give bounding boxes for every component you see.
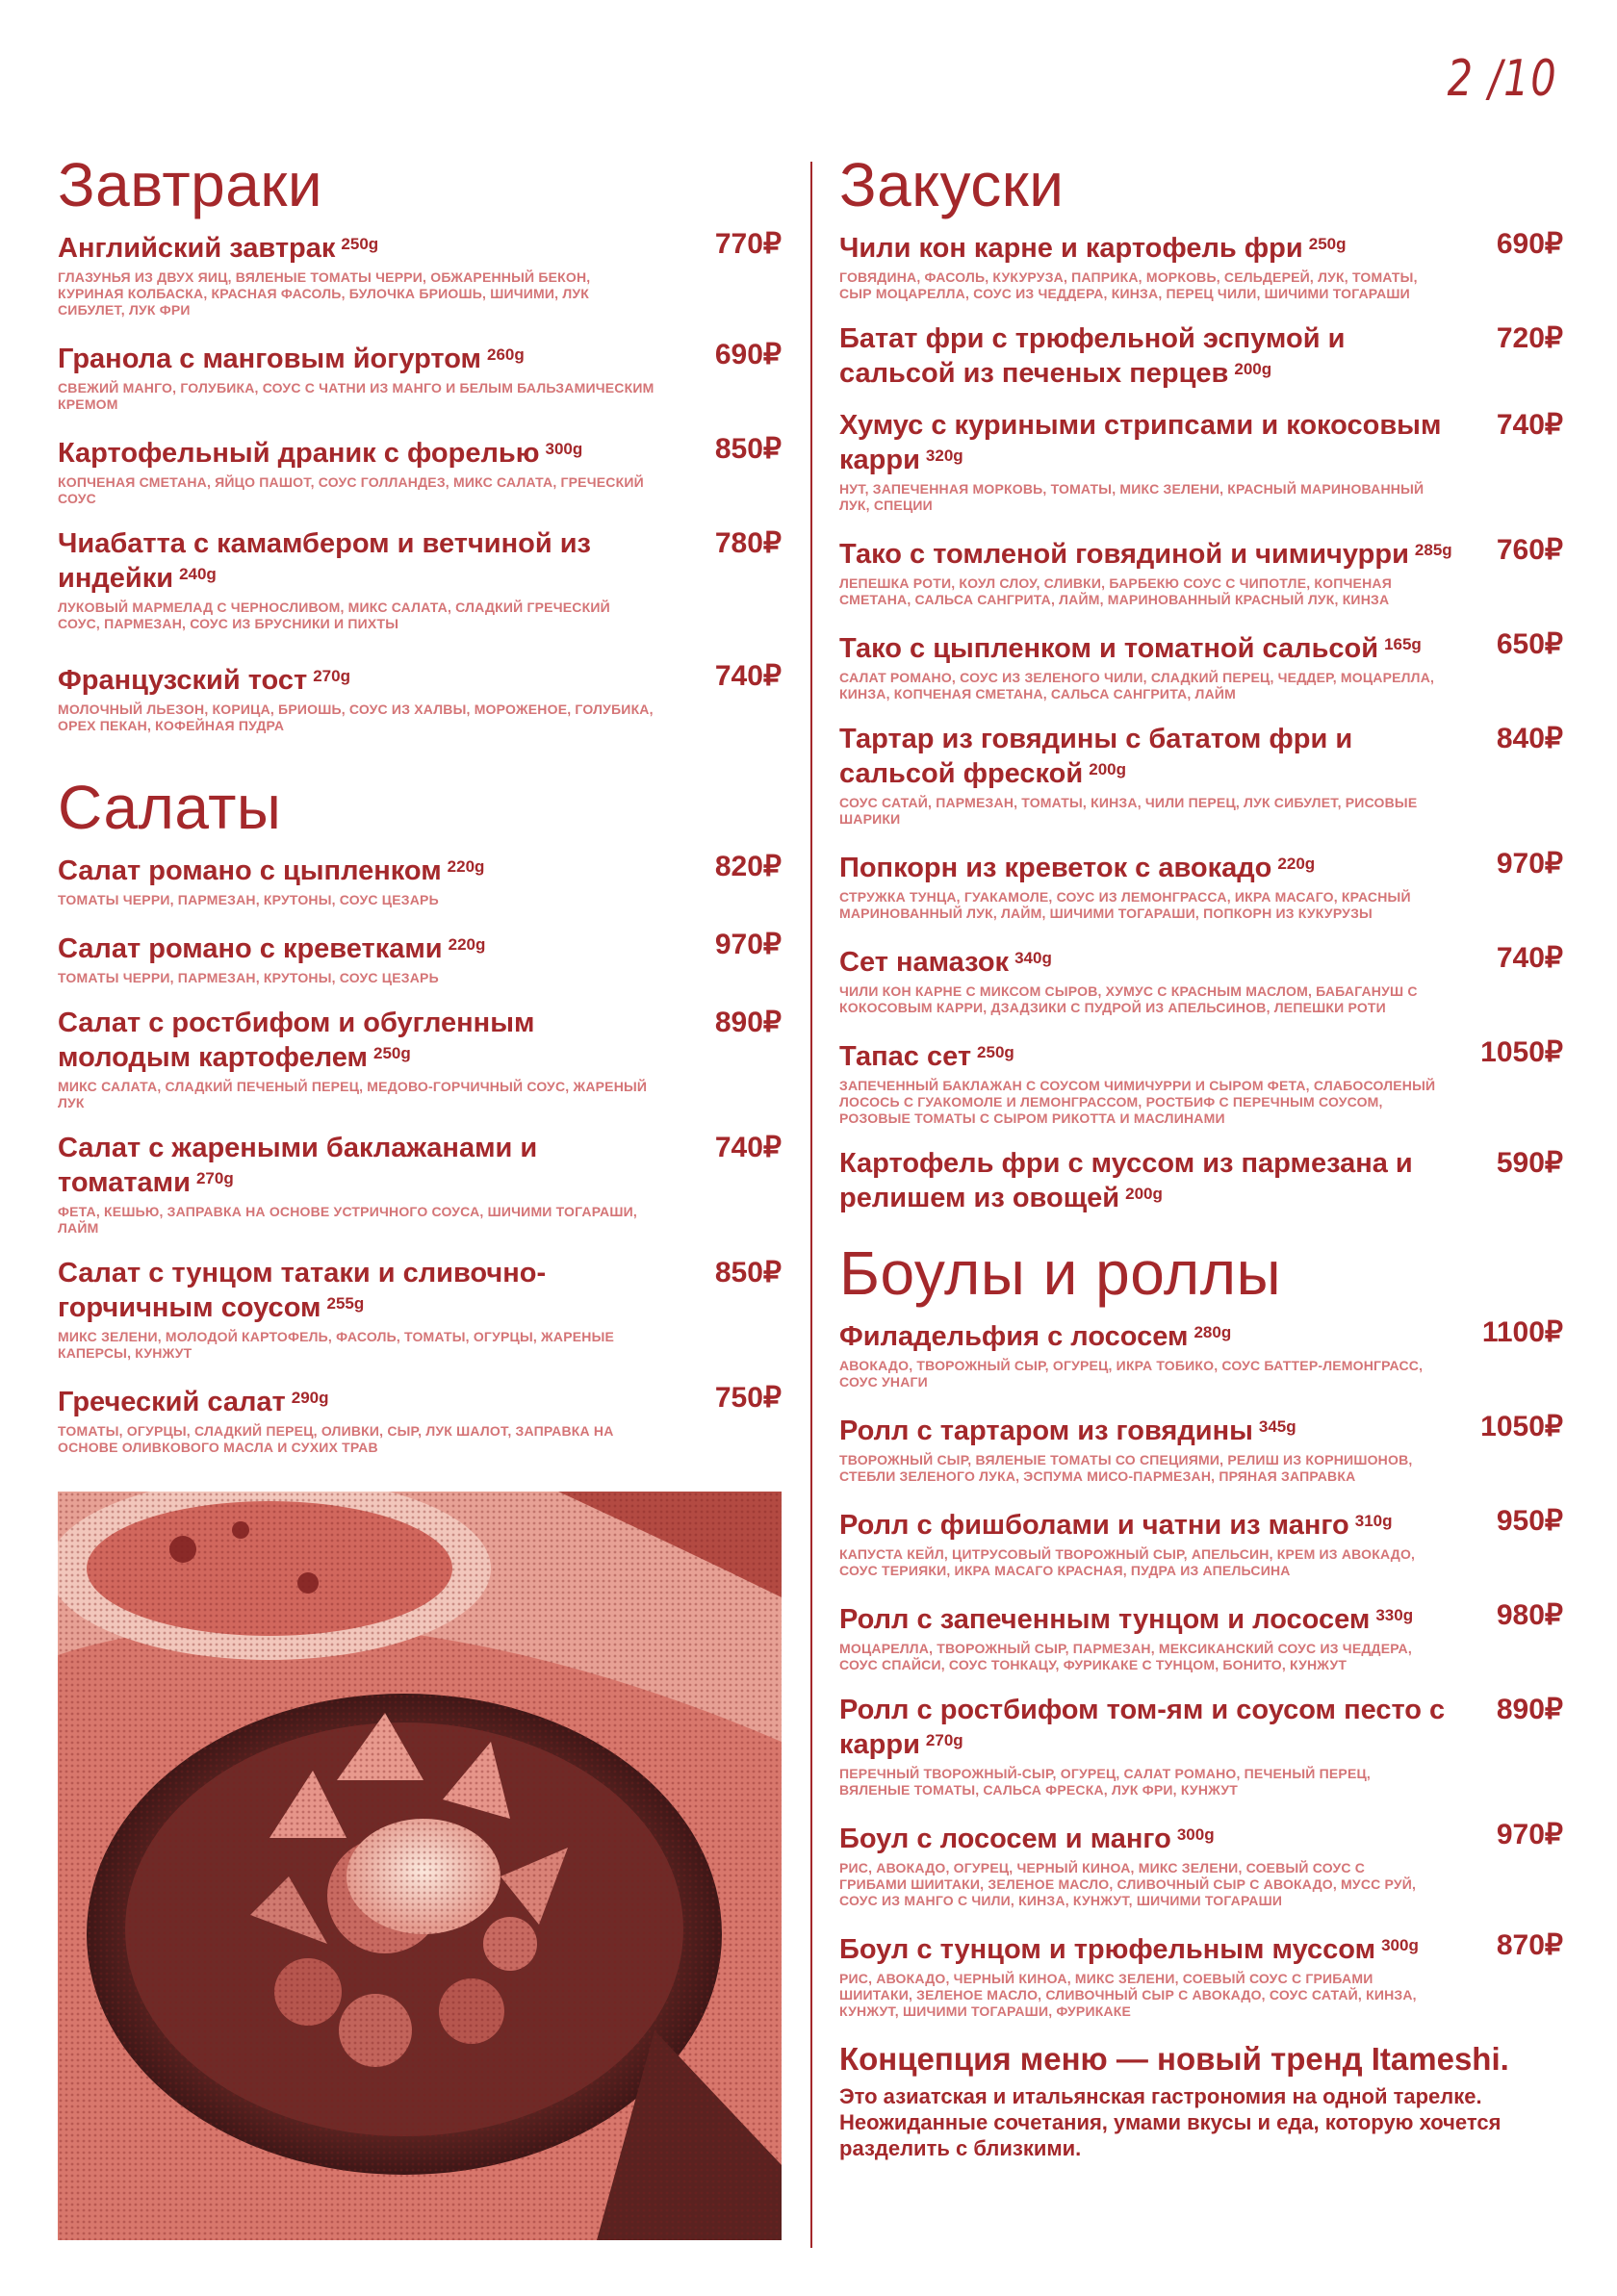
item-weight: 220g — [448, 935, 486, 954]
item-name: Греческий салат $^{290g}$ — [58, 1387, 329, 1417]
item-name: Тартар из говядины с бататом фри и сальсой фреской $^{200g}$ — [839, 724, 1353, 789]
menu-item — [58, 661, 782, 734]
page-number: 2 /10 — [1447, 50, 1557, 108]
item-weight: 310g — [1354, 1512, 1393, 1530]
item-desc: ТОМАТЫ, ОГУРЦЫ, СЛАДКИЙ ПЕРЕЦ, ОЛИВКИ, СЫР, ЛУК ШАЛОТ, ЗАПРАВКА НА ОСНОВЕ ОЛИВКОВОГО МАСЛА И СУХИХ ТРАВ — [58, 1423, 614, 1455]
item-weight: 200g — [1234, 360, 1272, 378]
item-price: 590₽ — [1496, 1147, 1563, 1179]
item-name: Тако с цыпленком и томатной сальсой $^{165g}$ — [839, 633, 1422, 664]
menu-item — [839, 229, 1563, 302]
item-desc: ТВОРОЖНЫЙ СЫР, ВЯЛЕНЫЕ ТОМАТЫ СО СПЕЦИЯМИ, РЕЛИШ ИЗ КОРНИШОНОВ, СТЕБЛИ ЗЕЛЕНОГО ЛУКА, ЭСПУМА МИСО-ПАРМЕЗАН, ПРЯНАЯ ЗАПРАВКА — [839, 1452, 1413, 1484]
item-desc: СОУС САТАЙ, ПАРМЕЗАН, ТОМАТЫ, КИНЗА, ЧИЛИ ПЕРЕЦ, ЛУК СИБУЛЕТ, РИСОВЫЕ ШАРИКИ — [839, 795, 1418, 827]
item-name: Филадельфия с лососем $^{280g}$ — [839, 1321, 1232, 1352]
item-desc: СВЕЖИЙ МАНГО, ГОЛУБИКА, СОУС С ЧАТНИ ИЗ МАНГО И БЕЛЫМ БАЛЬЗАМИЧЕСКИМ КРЕМОМ — [58, 380, 654, 412]
item-desc: ЧИЛИ КОН КАРНЕ С МИКСОМ СЫРОВ, ХУМУС С КРАСНЫМ МАСЛОМ, БАБАГАНУШ С КОКОСОВЫМ КАРРИ, ДЗАДЗИКИ С ПУДРОЙ ИЗ АПЕЛЬСИНОВ, ЛЕПЕШКИ РОТИ — [839, 983, 1418, 1015]
item-weight: 200g — [1125, 1185, 1163, 1203]
item-name: Попкорн из креветок с авокадо $^{220g}$ — [839, 853, 1316, 883]
menu-item — [839, 1695, 1563, 1799]
item-name: Картофельный драник с форелью $^{300g}$ — [58, 438, 583, 469]
item-weight: 255g — [326, 1294, 365, 1313]
item-desc: ПЕРЕЧНЫЙ ТВОРОЖНЫЙ-СЫР, ОГУРЕЦ, САЛАТ РОМАНО, ПЕЧЕНЫЙ ПЕРЕЦ, ВЯЛЕНЫЕ ТОМАТЫ, САЛЬСА ФРЕСКА, ЛУК ФРИ, КУНЖУТ — [839, 1766, 1372, 1798]
item-name: Ролл с ростбифом том-ям и соусом песто с карри $^{270g}$ — [839, 1695, 1446, 1760]
note-text: Это азиатская и итальянская гастрономия на одной тарелке. Неожиданные сочетания, умами вкусы и еда, которую хочется разделить с близкими. — [839, 2084, 1502, 2160]
menu-item — [58, 1383, 782, 1456]
item-weight: 345g — [1258, 1417, 1296, 1436]
menu-item — [58, 1008, 782, 1111]
item-price: 740₽ — [714, 660, 782, 692]
menu-item — [839, 943, 1563, 1016]
menu-item — [839, 849, 1563, 922]
item-price: 1050₽ — [1480, 1411, 1563, 1442]
menu-item — [839, 323, 1563, 389]
item-desc: САЛАТ РОМАНО, СОУС ИЗ ЗЕЛЕНОГО ЧИЛИ, СЛАДКИЙ ПЕРЕЦ, ЧЕДДЕР, МОЦАРЕЛЛА, КИНЗА, КОПЧЕНАЯ СМЕТАНА, САЛЬСА САНГРИТА, ЛАЙМ — [839, 670, 1435, 702]
item-desc: ГОВЯДИНА, ФАСОЛЬ, КУКУРУЗА, ПАПРИКА, МОРКОВЬ, СЕЛЬДЕРЕЙ, ЛУК, ТОМАТЫ, СЫР МОЦАРЕЛЛА, СОУС ИЗ ЧЕДДЕРА, КИНЗА, ПЕРЕЦ ЧИЛИ, ШИЧИМИ ТОГАРАШИ — [839, 269, 1418, 301]
item-desc: КОПЧЕНАЯ СМЕТАНА, ЯЙЦО ПАШОТ, СОУС ГОЛЛАНДЕЗ, МИКС САЛАТА, ГРЕЧЕСКИЙ СОУС — [58, 474, 644, 506]
item-price: 870₽ — [1496, 1929, 1563, 1961]
right-column — [839, 150, 1563, 2161]
item-weight: 270g — [313, 667, 350, 685]
item-weight: 280g — [1194, 1323, 1232, 1341]
item-price: 760₽ — [1496, 534, 1563, 566]
menu-item — [58, 528, 782, 632]
left-column — [58, 150, 782, 1477]
item-price: 690₽ — [714, 339, 782, 370]
item-price: 720₽ — [1496, 322, 1563, 354]
item-weight: 220g — [447, 857, 485, 876]
item-name: Салат с жареными баклажанами и томатами $^{270g}$ — [58, 1133, 538, 1198]
item-weight: 285g — [1414, 541, 1452, 559]
item-weight: 165g — [1384, 635, 1422, 653]
item-weight: 330g — [1375, 1606, 1414, 1624]
item-weight: 340g — [1014, 949, 1052, 967]
item-price: 780₽ — [714, 527, 782, 559]
item-desc: МОЦАРЕЛЛА, ТВОРОЖНЫЙ СЫР, ПАРМЕЗАН, МЕКСИКАНСКИЙ СОУС ИЗ ЧЕДДЕРА, СОУС СПАЙСИ, СОУС ТОНКАЦУ, ФУРИКАКЕ С ТУНЦОМ, БОНИТО, КУНЖУТ — [839, 1641, 1412, 1672]
note-title: Концепция меню — новый тренд Itameshi. — [839, 2041, 1509, 2077]
menu-item — [839, 535, 1563, 608]
item-weight: 300g — [1381, 1936, 1419, 1954]
menu-item — [839, 1930, 1563, 2020]
menu-item — [58, 1133, 782, 1237]
item-name: Ролл с фишболами и чатни из манго $^{310g}$ — [839, 1510, 1393, 1541]
item-name: Ролл с тартаром из говядины $^{345g}$ — [839, 1416, 1296, 1446]
item-name: Салат романо с цыпленком $^{220g}$ — [58, 855, 485, 886]
item-price: 850₽ — [714, 1257, 782, 1288]
item-desc: РИС, АВОКАДО, ЧЕРНЫЙ КИНОА, МИКС ЗЕЛЕНИ, СОЕВЫЙ СОУС С ГРИБАМИ ШИИТАКИ, ЗЕЛЕНОЕ МАСЛО, СЛИВОЧНЫЙ СЫР С АВОКАДО, СОУС САТАЙ, КИНЗА, КУНЖУТ, ШИЧИМИ ТОГАРАШИ, ФУРИКАКЕ — [839, 1971, 1417, 2019]
section-salads — [58, 773, 782, 1456]
section-title: Завтраки — [58, 150, 323, 219]
item-price: 740₽ — [1496, 942, 1563, 974]
item-name: Боул с тунцом и трюфельным муссом $^{300g}$ — [839, 1934, 1419, 1965]
item-desc: СТРУЖКА ТУНЦА, ГУАКАМОЛЕ, СОУС ИЗ ЛЕМОНГРАССА, ИКРА МАСАГО, КРАСНЫЙ МАРИНОВАННЫЙ ЛУК, ЛАЙМ, ШИЧИМИ ТОГАРАШИ, ПОПКОРН ИЗ КУКУРУЗЫ — [839, 889, 1411, 921]
item-price: 840₽ — [1496, 723, 1563, 754]
item-name: Тако с томленой говядиной и чимичурри $^{285g}$ — [839, 539, 1452, 570]
item-name: Тапас сет $^{250g}$ — [839, 1041, 1014, 1072]
menu-item — [58, 852, 782, 908]
item-weight: 260g — [487, 345, 525, 364]
menu-item — [58, 340, 782, 413]
item-price: 1050₽ — [1480, 1036, 1563, 1068]
item-weight: 300g — [1176, 1825, 1215, 1844]
item-weight: 300g — [545, 440, 583, 458]
menu-item — [58, 434, 782, 507]
item-price: 750₽ — [714, 1382, 782, 1414]
item-price: 970₽ — [1496, 848, 1563, 880]
item-desc: ТОМАТЫ ЧЕРРИ, ПАРМЕЗАН, КРУТОНЫ, СОУС ЦЕЗАРЬ — [58, 970, 439, 985]
item-price: 770₽ — [714, 228, 782, 260]
item-weight: 250g — [977, 1043, 1014, 1061]
section-title: Закуски — [839, 150, 1065, 219]
item-price: 690₽ — [1496, 228, 1563, 260]
item-name: Салат с ростбифом и обугленным молодым картофелем $^{250g}$ — [58, 1008, 535, 1073]
item-desc: АВОКАДО, ТВОРОЖНЫЙ СЫР, ОГУРЕЦ, ИКРА ТОБИКО, СОУС БАТТЕР-ЛЕМОНГРАСС, СОУС УНАГИ — [839, 1358, 1424, 1390]
item-desc: РИС, АВОКАДО, ОГУРЕЦ, ЧЕРНЫЙ КИНОА, МИКС ЗЕЛЕНИ, СОЕВЫЙ СОУС С ГРИБАМИ ШИИТАКИ, ЗЕЛЕНОЕ МАСЛО, СЛИВОЧНЫЙ СЫР С АВОКАДО, МУСС РУЙ, СОУС ИЗ МАНГО С ЧИЛИ, КИНЗА, КУНЖУТ, ШИЧИМИ ТОГАРАШИ — [839, 1860, 1417, 1908]
item-name: Чиабатта с камамбером и ветчиной из индейки $^{240g}$ — [58, 528, 591, 594]
section-snacks — [839, 150, 1563, 1213]
item-price: 890₽ — [1496, 1694, 1563, 1725]
item-price: 890₽ — [714, 1007, 782, 1038]
item-weight: 220g — [1277, 855, 1316, 873]
item-name: Сет намазок $^{340g}$ — [839, 947, 1052, 978]
item-desc: ГЛАЗУНЬЯ ИЗ ДВУХ ЯИЦ, ВЯЛЕНЫЕ ТОМАТЫ ЧЕРРИ, ОБЖАРЕННЫЙ БЕКОН, КУРИНАЯ КОЛБАСКА, КРАСНАЯ ФАСОЛЬ, БУЛОЧКА БРИОШЬ, ШИЧИМИ, ЛУК СИБУЛЕТ, ЛУК ФРИ — [58, 269, 591, 318]
item-price: 850₽ — [714, 433, 782, 465]
item-price: 980₽ — [1496, 1599, 1563, 1631]
item-weight: 270g — [195, 1169, 234, 1187]
item-weight: 270g — [925, 1731, 963, 1749]
item-weight: 250g — [373, 1044, 411, 1062]
section-title: Салаты — [58, 773, 282, 842]
item-name: Ролл с запеченным тунцом и лососем $^{330g}$ — [839, 1604, 1414, 1635]
item-desc: ЛУКОВЫЙ МАРМЕЛАД С ЧЕРНОСЛИВОМ, МИКС САЛАТА, СЛАДКИЙ ГРЕЧЕСКИЙ СОУС, ПАРМЕЗАН, СОУС ИЗ БРУСНИКИ И ПИХТЫ — [58, 600, 610, 631]
item-price: 650₽ — [1496, 628, 1563, 660]
menu-item — [839, 1820, 1563, 1909]
item-price: 950₽ — [1496, 1505, 1563, 1537]
item-weight: 320g — [925, 446, 963, 465]
menu-item — [58, 930, 782, 986]
item-desc: ФЕТА, КЕШЬЮ, ЗАПРАВКА НА ОСНОВЕ УСТРИЧНОГО СОУСА, ШИЧИМИ ТОГАРАШИ, ЛАЙМ — [58, 1204, 637, 1236]
item-desc: ЛЕПЕШКА РОТИ, КОУЛ СЛОУ, СЛИВКИ, БАРБЕКЮ СОУС С ЧИПОТЛЕ, КОПЧЕНАЯ СМЕТАНА, САЛЬСА САНГРИТА, ЛАЙМ, МАРИНОВАННЫЙ КРАСНЫЙ ЛУК, КИНЗА — [839, 575, 1392, 607]
item-desc: ЗАПЕЧЕННЫЙ БАКЛАЖАН С СОУСОМ ЧИМИЧУРРИ И СЫРОМ ФЕТА, СЛАБОСОЛЕНЫЙ ЛОСОСЬ С ГУАКОМОЛЕ И ЛЕМОНГРАССОМ, РОСТБИФ С ПЕРЕЧНЫМ СОУСОМ, РОЗОВЫЕ ТОМАТЫ С СЫРОМ РИКОТТА И МАСЛИНАМИ — [839, 1078, 1436, 1126]
item-name: Салат романо с креветками $^{220g}$ — [58, 933, 486, 964]
item-price: 970₽ — [1496, 1819, 1563, 1850]
item-weight: 200g — [1089, 760, 1126, 778]
menu-item — [839, 1317, 1563, 1390]
menu-item — [839, 1148, 1563, 1213]
item-name: Батат фри с трюфельной эспумой и сальсой из печеных перцев $^{200g}$ — [839, 323, 1346, 389]
item-desc: НУТ, ЗАПЕЧЕННАЯ МОРКОВЬ, ТОМАТЫ, МИКС ЗЕЛЕНИ, КРАСНЫЙ МАРИНОВАННЫЙ ЛУК, СПЕЦИИ — [839, 481, 1424, 513]
menu-item — [839, 1412, 1563, 1485]
item-weight: 250g — [1308, 235, 1347, 253]
item-price: 820₽ — [714, 851, 782, 882]
item-name: Французский тост $^{270g}$ — [58, 665, 350, 696]
section-breakfast — [58, 150, 782, 734]
food-photo — [58, 1492, 782, 2240]
item-name: Хумус с куриными стрипсами и кокосовым карри $^{320g}$ — [839, 410, 1442, 475]
item-weight: 250g — [341, 235, 379, 253]
item-name: Картофель фри с муссом из пармезана и релишем из овощей $^{200g}$ — [839, 1148, 1413, 1213]
menu-item — [58, 1258, 782, 1362]
item-price: 740₽ — [1496, 409, 1563, 441]
item-weight: 240g — [179, 565, 217, 583]
menu-item — [839, 724, 1563, 828]
menu-item — [58, 229, 782, 319]
item-desc: МОЛОЧНЫЙ ЛЬЕЗОН, КОРИЦА, БРИОШЬ, СОУС ИЗ ХАЛВЫ, МОРОЖЕНОЕ, ГОЛУБИКА, ОРЕХ ПЕКАН, КОФЕЙНАЯ ПУДРА — [58, 702, 654, 733]
item-desc: КАПУСТА КЕЙЛ, ЦИТРУСОВЫЙ ТВОРОЖНЫЙ СЫР, АПЕЛЬСИН, КРЕМ ИЗ АВОКАДО, СОУС ТЕРИЯКИ, ИКРА МАСАГО КРАСНАЯ, ПУДРА ИЗ АПЕЛЬСИНА — [839, 1546, 1416, 1578]
item-price: 740₽ — [714, 1132, 782, 1163]
item-desc: ТОМАТЫ ЧЕРРИ, ПАРМЕЗАН, КРУТОНЫ, СОУС ЦЕЗАРЬ — [58, 892, 439, 907]
item-name: Английский завтрак $^{250g}$ — [58, 233, 379, 264]
section-bowls-rolls — [839, 1238, 1563, 2020]
item-price: 1100₽ — [1481, 1316, 1563, 1348]
item-weight: 290g — [291, 1389, 329, 1407]
menu-item — [839, 629, 1563, 702]
item-name: Чили кон карне и картофель фри $^{250g}$ — [839, 233, 1347, 264]
item-desc: МИКС САЛАТА, СЛАДКИЙ ПЕЧЕНЫЙ ПЕРЕЦ, МЕДОВО-ГОРЧИЧНЫЙ СОУС, ЖАРЕНЫЙ ЛУК — [58, 1079, 648, 1110]
menu-item — [839, 1037, 1563, 1127]
item-name: Боул с лососем и манго $^{300g}$ — [839, 1824, 1215, 1854]
item-desc: МИКС ЗЕЛЕНИ, МОЛОДОЙ КАРТОФЕЛЬ, ФАСОЛЬ, ТОМАТЫ, ОГУРЦЫ, ЖАРЕНЫЕ КАПЕРСЫ, КУНЖУТ — [58, 1329, 615, 1361]
food-photo-icon — [58, 1492, 782, 2240]
menu-concept-note — [839, 2041, 1563, 2161]
menu-item — [839, 1600, 1563, 1673]
item-name: Гранола с манговым йогуртом $^{260g}$ — [58, 344, 525, 374]
section-title: Боулы и роллы — [839, 1238, 1282, 1308]
menu-item — [839, 1506, 1563, 1579]
column-divider — [810, 162, 812, 2248]
item-name: Салат с тунцом татаки и сливочно-горчичным соусом $^{255g}$ — [58, 1258, 547, 1323]
item-price: 970₽ — [714, 929, 782, 960]
menu-item — [839, 410, 1563, 514]
